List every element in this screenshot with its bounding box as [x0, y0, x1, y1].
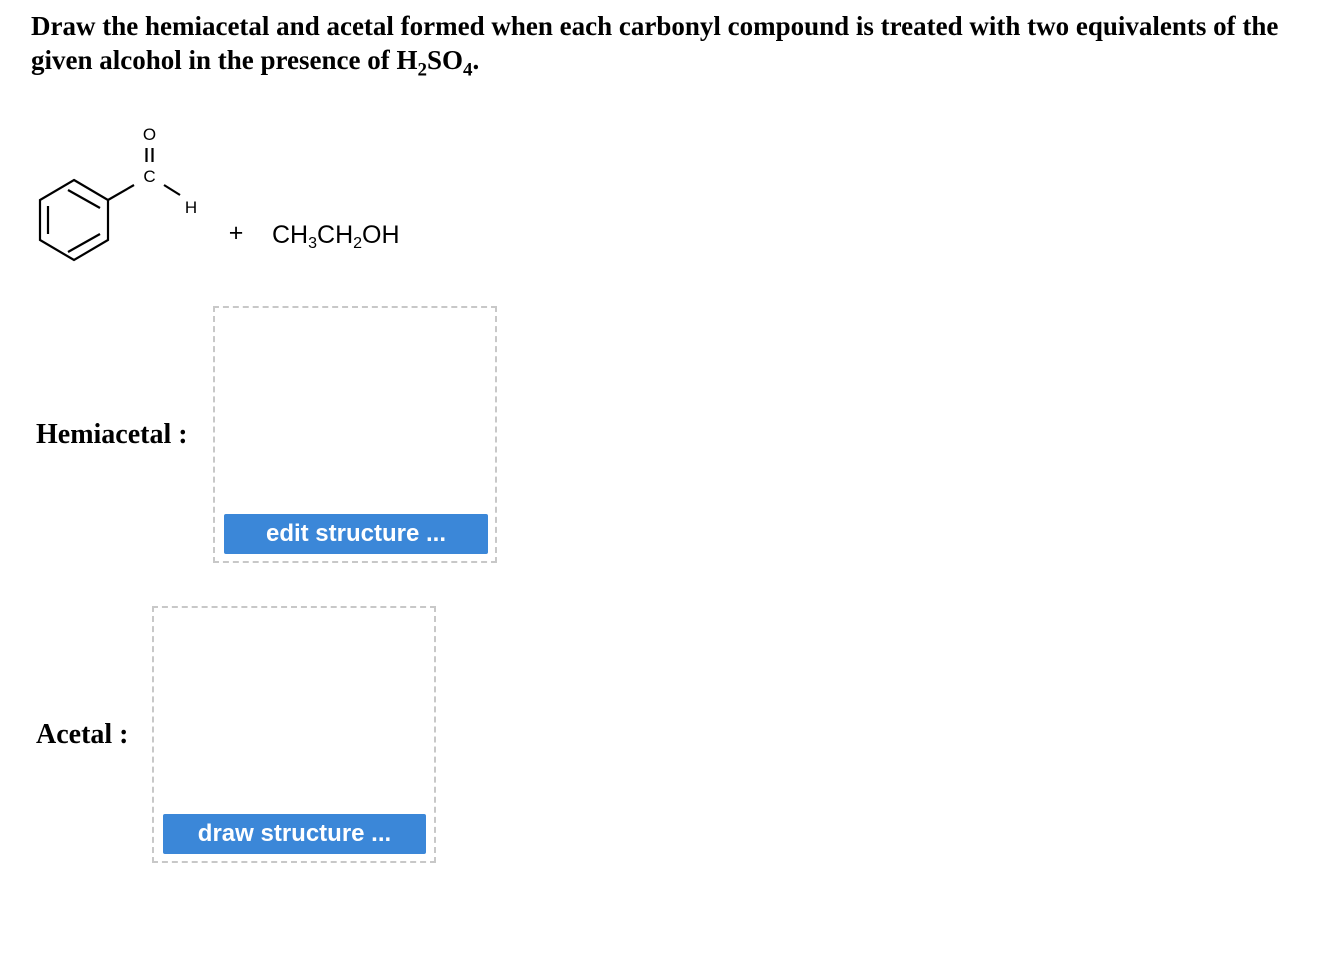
plus-sign: +	[228, 219, 244, 247]
benzaldehyde-structure	[40, 148, 180, 260]
ethanol-formula: $CH_3CH_2OH$	[272, 221, 400, 252]
edit-structure-button[interactable]: edit structure ...	[224, 514, 488, 554]
hemiacetal-label: Hemiacetal :	[36, 419, 188, 450]
carbon-hydrogen-bond	[164, 185, 180, 195]
ring-to-carbon-bond	[108, 185, 134, 200]
reaction-scheme	[0, 110, 460, 280]
draw-structure-button[interactable]: draw structure ...	[163, 814, 426, 854]
acetal-label: Acetal :	[36, 719, 129, 750]
question-text: Draw the hemiacetal and acetal formed when each carbonyl compound is treated with two equivalents of the given alcohol in the presence of $H_2SO_4$.	[31, 11, 1279, 81]
carbonyl-carbon-label: C	[143, 167, 156, 186]
carbonyl-oxygen-label: O	[142, 125, 157, 144]
aldehyde-hydrogen-label: H	[184, 198, 198, 217]
